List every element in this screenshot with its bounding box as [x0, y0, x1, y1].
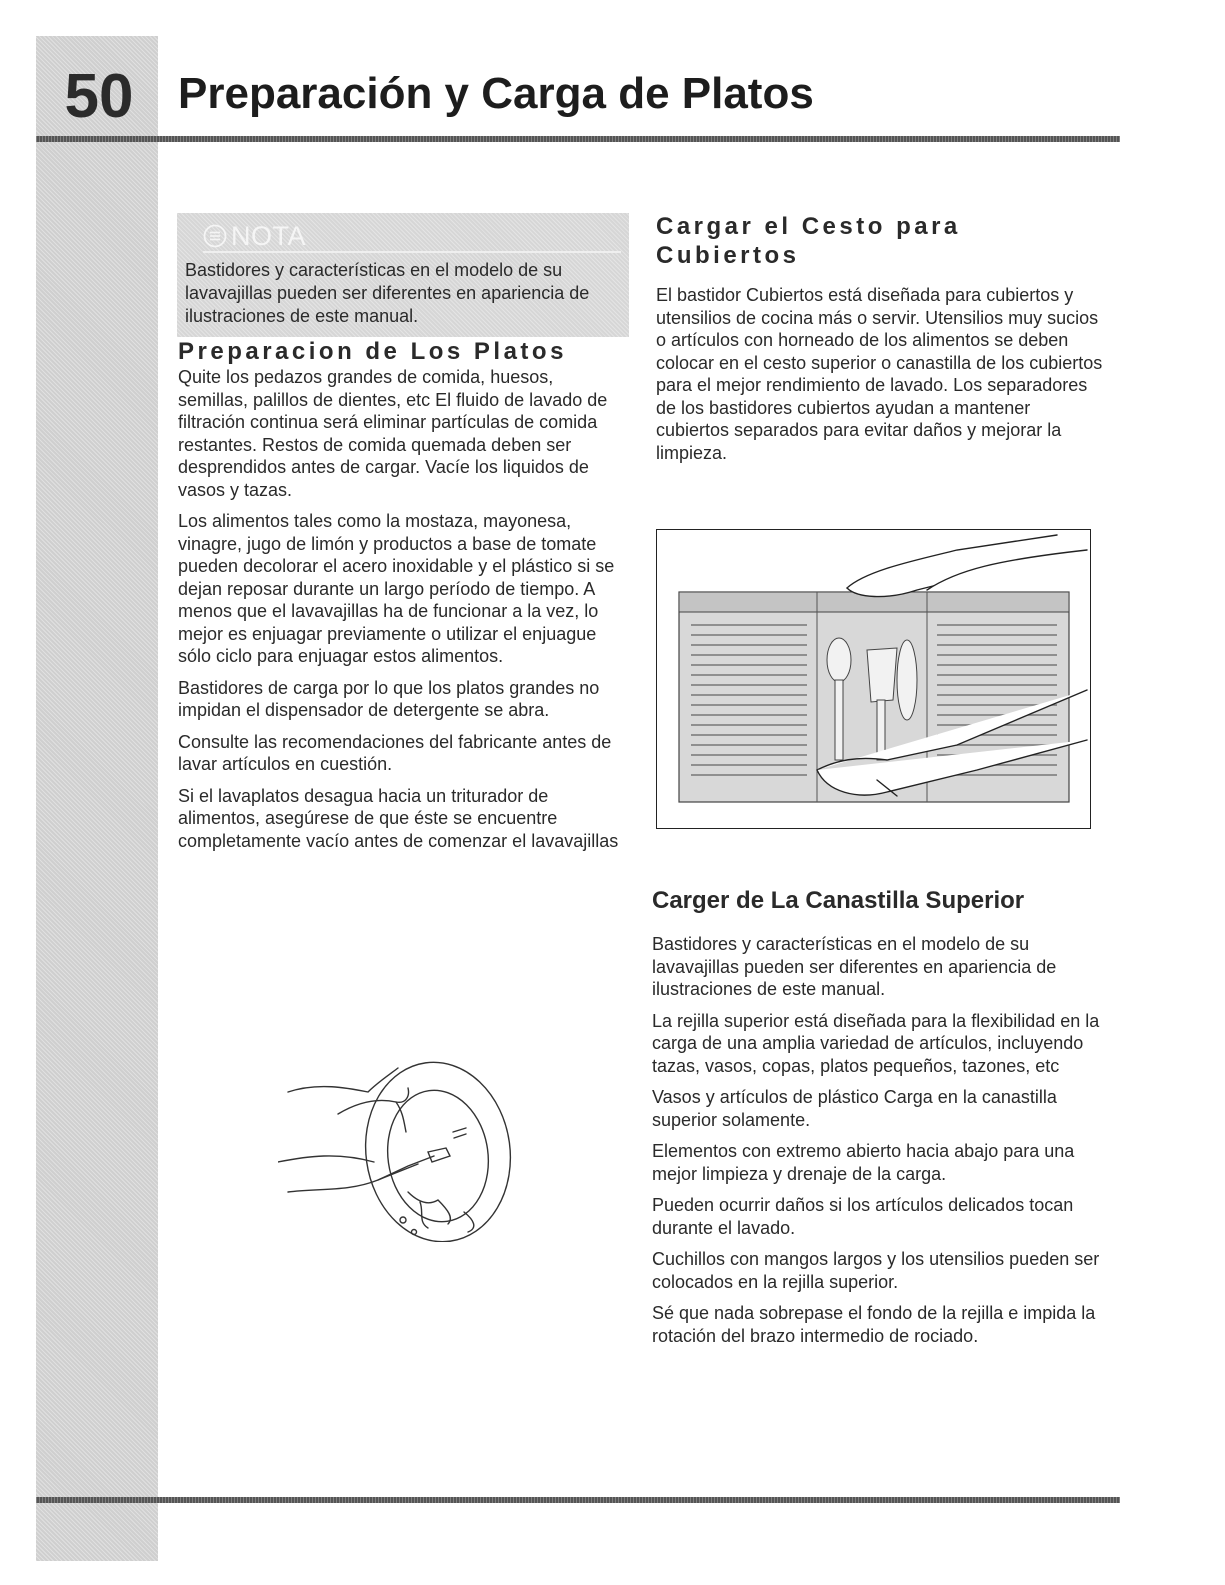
paragraph: Elementos con extremo abierto hacia abajo para una mejor limpieza y drenaje de la carga. — [652, 1141, 1075, 1184]
paragraph: Bastidores de carga por lo que los platos grandes no impidan el dispensador de detergente se abra. — [178, 677, 600, 720]
paragraph: Cuchillos con mangos largos y los utensilios pueden ser colocados en la rejilla superior. — [652, 1249, 1100, 1292]
page-number: 50 — [64, 62, 134, 131]
note-box — [177, 213, 629, 337]
paragraph: La rejilla superior está diseñada para la flexibilidad en la carga de una amplia variedad de artículos, incluyendo tazas, vasos, copas, platos pequeños, tazones, etc — [652, 1010, 1100, 1076]
canastilla-superior-section — [652, 886, 1107, 1356]
cubiertos-paragraph: El bastidor Cubiertos está diseñada para cubiertos y utensilios de cocina más o servir. Utensilios muy sucios o artículos con horneado de los alimentos se deben colocar en el cesto superior o canastilla de los cubiertos para el mejor rendimiento de lavado. Los separadores de los bastidores cubiertos ayudan a mantener cubiertos separados para evitar daños y mejorar la limpieza. — [656, 285, 1103, 463]
header-rule — [36, 136, 1120, 142]
paragraph: Sé que nada sobrepase el fondo de la rejilla e impida la rotación del brazo intermedio de rociado. — [652, 1303, 1096, 1346]
page-title: Preparación y Carga de Platos — [178, 69, 814, 118]
preparacion-paragraphs — [178, 366, 628, 852]
paragraph: Si el lavaplatos desagua hacia un triturador de alimentos, asegúrese de que éste se encuentre completamente vacío antes de comenzar el lavavajillas — [178, 785, 619, 851]
paragraph: Quite los pedazos grandes de comida, huesos, semillas, palillos de dientes, etc El fluido de lavado de filtración continua será eliminar partículas de comida restantes. Restos de comida quemada deben ser desprendidos antes de cargar. Vacíe los liquidos de vasos y tazas. — [178, 367, 608, 500]
paragraph: Los alimentos tales como la mostaza, mayonesa, vinagre, jugo de limón y productos a base de tomate pueden decolorar el acero inoxidable y el plástico si se dejan reposar durante un largo período de tiempo. A menos que el lavavajillas ha de funcionar a la vez, lo mejor es enjuagar previamente o utilizar el enjuague sólo ciclo para enjuagar estos alimentos. — [178, 511, 615, 666]
note-title: NOTA — [231, 220, 306, 251]
note-header — [177, 213, 629, 253]
section-heading-preparacion: Preparacion de Los Platos — [178, 338, 567, 365]
cutlery-basket-drawing — [657, 530, 1089, 827]
right-column — [656, 212, 1106, 464]
section-heading-cubiertos-line2: Cubiertos — [656, 242, 800, 269]
note-divider — [203, 251, 621, 253]
section-heading-cubiertos-line1: Cargar el Cesto para — [656, 213, 961, 240]
section-heading-canastilla-superior: Carger de La Canastilla Superior — [652, 887, 1025, 914]
scraping-plate-illustration — [278, 1052, 518, 1242]
paragraph: Vasos y artículos de plástico Carga en la canastilla superior solamente. — [652, 1087, 1057, 1130]
side-band — [36, 36, 158, 1561]
note-text: Bastidores y características en el modelo de su lavavajillas pueden ser diferentes en apariencia de ilustraciones de este manual. — [185, 260, 590, 326]
paragraph: Pueden ocurrir daños si los artículos delicados tocan durante el lavado. — [652, 1195, 1074, 1238]
footer-rule — [36, 1497, 1120, 1503]
paragraph: Consulte las recomendaciones del fabricante antes de lavar artículos en cuestión. — [178, 731, 612, 774]
left-column — [178, 213, 628, 861]
paragraph: Bastidores y características en el modelo de su lavavajillas pueden ser diferentes en apariencia de ilustraciones de este manual. — [652, 934, 1057, 999]
note-icon — [203, 224, 227, 248]
cutlery-basket-illustration — [656, 529, 1091, 829]
